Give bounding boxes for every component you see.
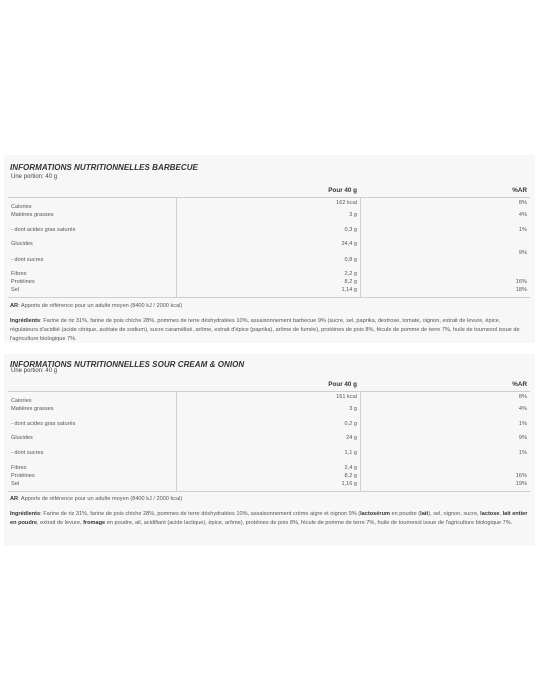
row-label: Protéines xyxy=(11,279,35,285)
row-ar: 1% xyxy=(518,421,527,427)
row-value: 0,3 g xyxy=(344,227,357,233)
column-divider xyxy=(360,197,361,297)
header-amount: Pour 40 g xyxy=(328,381,357,388)
row-value: 24,4 g xyxy=(341,241,357,247)
row-ar: 1% xyxy=(518,450,527,456)
row-label: Matières grasses xyxy=(11,406,54,412)
row-value: 0,8 g xyxy=(344,257,357,263)
row-ar: 19% xyxy=(515,481,527,487)
ingredients-label: Ingrédients xyxy=(10,511,41,517)
header-ar: %AR xyxy=(512,381,527,388)
row-ar: 8% xyxy=(518,394,527,400)
row-value: 8,2 g xyxy=(344,473,357,479)
row-ar: 18% xyxy=(515,287,527,293)
column-divider xyxy=(176,391,177,491)
nutrition-panel-sour-cream-onion xyxy=(4,354,535,546)
nutrition-panel-barbecue xyxy=(4,155,535,343)
row-ar: 4% xyxy=(518,212,527,218)
row-label: Glucides xyxy=(11,435,33,441)
row-divider xyxy=(8,491,530,492)
ingredients-body xyxy=(10,511,527,526)
row-ar: 16% xyxy=(515,279,527,285)
row-label: Sel xyxy=(11,481,20,487)
ingredient-text: : Farine de riz 31%, farine de pois chiche 28%, pommes de terre déshydratées 10%, assaisonnement crème aigre et oignon 9% ( xyxy=(40,511,361,517)
row-label: Fibres xyxy=(11,271,27,277)
ingredient-text: ), sel, oignon, sucre, xyxy=(428,511,481,517)
row-value: 8,2 g xyxy=(344,279,357,285)
row-value: 3 g xyxy=(349,212,357,218)
ingredient-text: , xyxy=(499,511,503,517)
row-divider xyxy=(8,297,530,298)
ar-note-label: AR xyxy=(10,496,19,502)
ingredients-body xyxy=(10,318,520,342)
row-ar: 1% xyxy=(518,227,527,233)
ar-note-label: AR xyxy=(10,303,19,309)
row-label: - dont sucres xyxy=(11,450,44,456)
row-ar: 9% xyxy=(518,250,527,256)
row-label: Calories xyxy=(11,204,32,210)
row-ar: 8% xyxy=(518,200,527,206)
row-label: Calories xyxy=(11,398,32,404)
allergen-text: lactose xyxy=(480,511,500,517)
row-ar: 16% xyxy=(515,473,527,479)
row-value: 2,4 g xyxy=(344,465,357,471)
row-divider xyxy=(8,391,530,392)
row-label: Glucides xyxy=(11,241,33,247)
row-ar: 9% xyxy=(518,435,527,441)
row-value: 1,16 g xyxy=(341,481,357,487)
row-label: Sel xyxy=(11,287,20,293)
portion-size: Une portion: 40 g xyxy=(11,368,58,374)
ingredients-text xyxy=(10,510,529,528)
row-ar: 4% xyxy=(518,406,527,412)
row-divider xyxy=(8,197,530,198)
ar-note-text: : Apports de référence pour un adulte moyen (8400 kJ / 2000 kcal) xyxy=(18,303,183,309)
row-value: 3 g xyxy=(349,406,357,412)
row-label: - dont acides gras saturés xyxy=(11,227,76,233)
ingredients-text xyxy=(10,317,529,343)
ar-note xyxy=(10,302,529,311)
row-value: 1,1 g xyxy=(344,450,357,456)
portion-size: Une portion: 40 g xyxy=(11,174,58,180)
ingredient-text: en poudre, ail, acidifiant (acide lactique), épice, arôme), protéines de pois 8%, fécule de pomme de terre 7%, huile de tournesol issue de l'agriculture biologique 7%. xyxy=(105,519,513,526)
row-value: 162 kcal xyxy=(336,200,357,206)
row-label: Matières grasses xyxy=(11,212,54,218)
row-label: - dont sucres xyxy=(11,257,44,263)
allergen-text: fromage xyxy=(83,519,106,526)
row-value: 2,2 g xyxy=(344,271,357,277)
ar-note-text: : Apports de référence pour un adulte moyen (8400 kJ / 2000 kcal) xyxy=(18,496,183,502)
column-divider xyxy=(360,391,361,491)
allergen-text: lait entier en poudre xyxy=(10,511,528,526)
ingredients-label: Ingrédients xyxy=(10,318,41,324)
ar-note xyxy=(10,495,529,504)
allergen-text: lait xyxy=(420,511,429,517)
row-value: 1,14 g xyxy=(341,287,357,293)
allergen-text: lactosérum xyxy=(360,511,390,517)
section-title: INFORMATIONS NUTRITIONNELLES BARBECUE xyxy=(10,163,198,172)
row-value: 24 g xyxy=(346,435,357,441)
row-value: 161 kcal xyxy=(336,394,357,400)
row-label: Fibres xyxy=(11,465,27,471)
ingredient-text: en poudre ( xyxy=(389,511,421,517)
section-title: INFORMATIONS NUTRITIONNELLES SOUR CREAM & ONION xyxy=(10,360,245,369)
ingredient-text: : Farine de riz 31%, farine de pois chiche 28%, pommes de terre déshydratées 10%, assaisonnement barbecue 9% (sucre, sel, paprika, dextrose, tomate, oignon, extrait de levure, épice, régulateurs d'acidité (acide citrique, acétate de sodium), sucre caramélisé, arôme, extrait d'épice (paprika), arôme de fumée), protéines de pois 8%, fécule de pomme de terre 7%, huile de tournesol issue de l'agriculture biologique 7%. xyxy=(10,318,520,342)
nutrition-table xyxy=(8,185,530,300)
row-value: 0,2 g xyxy=(344,421,357,427)
row-label: Protéines xyxy=(11,473,35,479)
column-divider xyxy=(176,197,177,297)
header-amount: Pour 40 g xyxy=(328,187,357,194)
header-ar: %AR xyxy=(512,187,527,194)
ingredient-text: , extrait de levure, xyxy=(37,519,84,526)
nutrition-table xyxy=(8,379,530,494)
row-label: - dont acides gras saturés xyxy=(11,421,76,427)
